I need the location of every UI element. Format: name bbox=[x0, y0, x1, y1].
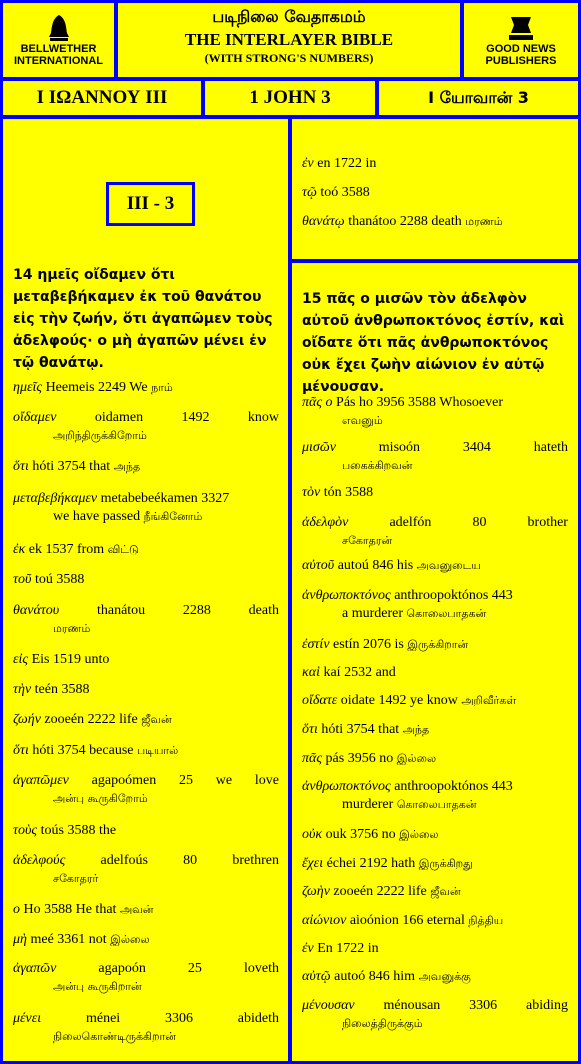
tamil-gloss: மரணம் bbox=[53, 622, 91, 635]
entry-col: death bbox=[248, 603, 279, 618]
entry-col: 25 bbox=[178, 773, 193, 788]
entry-line bbox=[13, 620, 279, 638]
word-entry bbox=[13, 458, 279, 476]
tamil-gloss: பகைக்கிறவன் bbox=[342, 459, 413, 472]
word-entry bbox=[13, 711, 279, 729]
greek-word: μένουσαν bbox=[302, 998, 355, 1013]
greek-word: οἴδαμεν bbox=[13, 410, 57, 425]
entry-line bbox=[302, 587, 568, 605]
transliteration: toú 3588 bbox=[31, 572, 85, 587]
greek-word: τοῦ bbox=[13, 572, 32, 587]
greek-word: ζωήν bbox=[13, 712, 41, 727]
tamil-gloss: நீங்கினோம் bbox=[143, 510, 203, 523]
entry-col: 2288 bbox=[182, 603, 211, 618]
entry-line bbox=[13, 742, 279, 760]
word-entry bbox=[302, 778, 568, 814]
transliteration: zooeén 2222 life bbox=[40, 712, 142, 727]
ref-english bbox=[205, 81, 375, 115]
transliteration: kaí 2532 and bbox=[319, 665, 396, 680]
entry-col: 1492 bbox=[181, 410, 210, 425]
entry-line bbox=[13, 427, 279, 445]
entry-col: ménousan bbox=[383, 998, 441, 1013]
tamil-gloss: அவனுடைய bbox=[416, 559, 481, 572]
entry-col: 25 bbox=[187, 961, 202, 976]
greek-word: μισῶν bbox=[302, 440, 336, 455]
tamil-gloss: சகோதரர் bbox=[53, 872, 99, 885]
word-entry bbox=[302, 514, 568, 550]
entry-line bbox=[302, 636, 568, 654]
entry-col: misoón bbox=[378, 440, 421, 455]
transliteration: estín 2076 is bbox=[329, 637, 408, 652]
entry-col: ménei bbox=[85, 1011, 121, 1026]
logo-left bbox=[3, 3, 114, 77]
entry-line bbox=[302, 457, 568, 475]
entry-line bbox=[13, 960, 279, 978]
transliteration: metabebeékamen 3327 bbox=[97, 491, 230, 506]
transliteration: ek 1537 from bbox=[25, 542, 108, 557]
tamil-gloss: இல்லை bbox=[396, 752, 437, 765]
ref-tamil-label: I யோவான் 3 bbox=[428, 87, 529, 107]
greek-word: ο bbox=[13, 902, 20, 917]
entry-line bbox=[302, 940, 568, 958]
transliteration: Ho 3588 He that bbox=[20, 902, 120, 917]
greek-word: ἔχει bbox=[302, 856, 324, 871]
publisher-logo-icon bbox=[506, 13, 536, 43]
ref-greek bbox=[3, 81, 201, 115]
word-entry bbox=[302, 484, 568, 502]
ref-tamil bbox=[379, 81, 578, 115]
tamil-gloss: எவனும் bbox=[342, 414, 383, 427]
entry-line bbox=[302, 184, 568, 202]
transliteration: meé 3361 not bbox=[26, 932, 111, 947]
word-entry bbox=[302, 557, 568, 575]
entry-col: 80 bbox=[472, 515, 487, 530]
entry-line bbox=[13, 458, 279, 476]
entry-line bbox=[13, 541, 279, 559]
entry-line bbox=[13, 1028, 279, 1046]
entry-col: hateth bbox=[533, 440, 568, 455]
ref-greek-label: I ΙΩΑΝΝΟΥ III bbox=[36, 87, 168, 108]
logo-right bbox=[464, 3, 578, 77]
entry-line bbox=[302, 213, 568, 231]
transliteration: thanátoo 2288 death bbox=[344, 214, 466, 229]
transliteration: toó 3588 bbox=[316, 185, 370, 200]
greek-word: ὅτι bbox=[13, 459, 29, 474]
entry-col: oidamen bbox=[94, 410, 144, 425]
english-gloss: we have passed bbox=[53, 509, 144, 524]
entry-line bbox=[13, 681, 279, 699]
entry-col: adelfón bbox=[389, 515, 432, 530]
page-subtitle: (WITH STRONG'S NUMBERS) bbox=[204, 51, 374, 65]
entry-line bbox=[302, 968, 568, 986]
page-title: THE INTERLAYER BIBLE bbox=[184, 30, 394, 49]
word-entry bbox=[13, 742, 279, 760]
entry-col: abiding bbox=[526, 998, 568, 1013]
tamil-gloss: கொலைபாதகன் bbox=[396, 798, 477, 811]
logo-right-text: GOOD NEWS PUBLISHERS bbox=[485, 43, 557, 67]
word-entry bbox=[13, 541, 279, 559]
tamil-gloss: அன்பு கூருகிறோம் bbox=[53, 792, 148, 805]
entry-line bbox=[13, 490, 279, 508]
transliteration: en 1722 in bbox=[313, 156, 377, 171]
entry-line bbox=[302, 155, 568, 173]
entry-col: 3306 bbox=[469, 998, 498, 1013]
word-entry bbox=[13, 409, 279, 445]
greek-word: πᾶς bbox=[302, 751, 323, 766]
word-entry bbox=[302, 184, 568, 202]
entry-col: brethren bbox=[232, 853, 279, 868]
entry-line bbox=[302, 997, 568, 1015]
greek-word: οἴδατε bbox=[302, 693, 338, 708]
transliteration: échei 2192 hath bbox=[323, 856, 419, 871]
greek-word: ἐκ bbox=[13, 542, 26, 557]
entry-line bbox=[13, 571, 279, 589]
bell-icon bbox=[46, 13, 72, 43]
transliteration: hóti 3754 that bbox=[28, 459, 114, 474]
greek-word: ἐστίν bbox=[302, 637, 330, 652]
tamil-gloss: இருக்கிறது bbox=[418, 857, 473, 870]
entry-line bbox=[302, 883, 568, 901]
greek-word: εἰς bbox=[13, 652, 29, 667]
entry-line bbox=[302, 750, 568, 768]
word-entry bbox=[302, 912, 568, 930]
transliteration: toús 3588 the bbox=[37, 823, 117, 838]
transliteration: tón 3588 bbox=[320, 485, 374, 500]
word-entry bbox=[302, 721, 568, 739]
english-gloss: murderer bbox=[342, 797, 397, 812]
transliteration: Pás ho 3956 3588 Whosoever bbox=[332, 395, 503, 410]
transliteration: En 1722 in bbox=[313, 941, 379, 956]
greek-word: τοὺς bbox=[13, 823, 38, 838]
tamil-gloss: அன்பு கூருகிறான் bbox=[53, 980, 142, 993]
word-entry bbox=[13, 901, 279, 919]
greek-word: αὐτοῦ bbox=[302, 558, 335, 573]
word-entry bbox=[13, 772, 279, 808]
left-column bbox=[3, 119, 288, 1061]
tamil-gloss: நிலைத்திருக்கும் bbox=[342, 1017, 423, 1030]
greek-word: ἀγαπῶμεν bbox=[13, 773, 69, 788]
greek-word: πᾶς ο bbox=[302, 395, 333, 410]
entry-line bbox=[13, 409, 279, 427]
ref-english-label: 1 JOHN 3 bbox=[249, 87, 331, 108]
transliteration: aioónion 166 eternal bbox=[346, 913, 469, 928]
word-entry bbox=[302, 750, 568, 768]
word-entry bbox=[302, 587, 568, 623]
entry-line bbox=[13, 602, 279, 620]
greek-word: ἀνθρωποκτόνος bbox=[302, 588, 391, 603]
word-entry bbox=[302, 155, 568, 173]
tamil-gloss: ஜீவன் bbox=[141, 713, 172, 726]
entry-line bbox=[302, 826, 568, 844]
entry-line bbox=[302, 532, 568, 550]
greek-word: μὴ bbox=[13, 932, 27, 947]
word-entry bbox=[13, 602, 279, 638]
word-entry bbox=[13, 1010, 279, 1046]
tamil-gloss: அந்த bbox=[402, 723, 430, 736]
transliteration: zooeén 2222 life bbox=[329, 884, 431, 899]
entry-line bbox=[302, 1015, 568, 1033]
transliteration: ouk 3756 no bbox=[322, 827, 400, 842]
entry-line bbox=[302, 412, 568, 430]
transliteration: hóti 3754 because bbox=[28, 743, 137, 758]
word-entry bbox=[13, 651, 279, 669]
transliteration: pás 3956 no bbox=[322, 751, 397, 766]
english-gloss: a murderer bbox=[342, 606, 407, 621]
word-entry bbox=[13, 490, 279, 526]
tamil-gloss: அந்த bbox=[113, 460, 141, 473]
greek-word: μεταβεβήκαμεν bbox=[13, 491, 98, 506]
chapter-label bbox=[106, 182, 195, 226]
entry-line bbox=[302, 605, 568, 623]
chapter-label-text: III - 3 bbox=[126, 193, 175, 214]
word-entry bbox=[13, 571, 279, 589]
greek-word: τὴν bbox=[13, 682, 32, 697]
word-entry bbox=[302, 855, 568, 873]
entry-col: agapoómen bbox=[91, 773, 157, 788]
tamil-gloss: இருக்கிறான் bbox=[407, 638, 469, 651]
word-entry bbox=[13, 379, 279, 397]
tamil-gloss: நாம் bbox=[151, 381, 173, 394]
entry-line bbox=[13, 790, 279, 808]
entry-line bbox=[13, 870, 279, 888]
entry-line bbox=[13, 772, 279, 790]
transliteration: autoú 846 his bbox=[334, 558, 417, 573]
greek-word: θανάτου bbox=[13, 603, 60, 618]
transliteration: autoó 846 him bbox=[330, 969, 419, 984]
greek-word: τὸν bbox=[302, 485, 321, 500]
entry-line bbox=[302, 557, 568, 575]
entry-col: abideth bbox=[237, 1011, 279, 1026]
tamil-gloss: அறிந்திருக்கிறோம் bbox=[53, 429, 147, 442]
entry-line bbox=[13, 711, 279, 729]
greek-word: ἀνθρωποκτόνος bbox=[302, 779, 391, 794]
greek-word: ζωὴν bbox=[302, 884, 330, 899]
logo-left-text: BELLWETHER INTERNATIONAL bbox=[13, 43, 103, 67]
entry-line bbox=[302, 721, 568, 739]
tamil-gloss: கொலைபாதகன் bbox=[406, 607, 487, 620]
entry-line bbox=[13, 379, 279, 397]
transliteration: Heemeis 2249 We bbox=[42, 380, 152, 395]
greek-word: θανάτῳ bbox=[302, 214, 345, 229]
title-tamil: படிநிலை வேதாகமம் bbox=[212, 7, 366, 26]
transliteration: oidate 1492 ye know bbox=[337, 693, 462, 708]
word-entry bbox=[302, 439, 568, 475]
transliteration: teén 3588 bbox=[31, 682, 90, 697]
word-entry bbox=[302, 826, 568, 844]
entry-line bbox=[302, 912, 568, 930]
greek-word: ὅτι bbox=[302, 722, 318, 737]
greek-word: αὐτῷ bbox=[302, 969, 331, 984]
entry-line bbox=[302, 664, 568, 682]
transliteration: hóti 3754 that bbox=[317, 722, 403, 737]
greek-word: αἰώνιον bbox=[302, 913, 347, 928]
tamil-gloss: அறிவீர்கள் bbox=[461, 694, 517, 707]
greek-word: ἀδελφούς bbox=[13, 853, 66, 868]
entry-line bbox=[13, 508, 279, 526]
greek-word: μένει bbox=[13, 1011, 42, 1026]
greek-word: ἀδελφὸν bbox=[302, 515, 349, 530]
word-entry bbox=[13, 852, 279, 888]
word-entry bbox=[302, 940, 568, 958]
entry-line bbox=[13, 852, 279, 870]
entry-line bbox=[302, 796, 568, 814]
greek-word: ημεῖς bbox=[13, 380, 43, 395]
entry-col: we bbox=[215, 773, 233, 788]
word-entry bbox=[302, 968, 568, 986]
tamil-gloss: இல்லை bbox=[399, 828, 439, 841]
entry-col: loveth bbox=[244, 961, 279, 976]
tamil-gloss: ஜீவன் bbox=[430, 885, 461, 898]
tamil-gloss: அவனுக்கு bbox=[418, 970, 471, 983]
greek-word: ἐν bbox=[302, 941, 314, 956]
tamil-gloss: அவன் bbox=[119, 903, 154, 916]
entry-col: 80 bbox=[183, 853, 198, 868]
entry-line bbox=[13, 978, 279, 996]
tamil-gloss: இல்லை bbox=[110, 933, 150, 946]
verse-15: 15 πᾶς ο μισῶν τὸν ἀδελφὸν αὐτοῦ ἀνθρωποκτόνος ἐστίν, καὶ οἴδατε ὅτι πᾶς ἀνθρωποκτόνος οὐκ ἔχει ζωὴν αἰώνιον ἐν αὐτῷ μένουσαν. bbox=[302, 291, 565, 395]
greek-word: καὶ bbox=[302, 665, 320, 680]
entry-line bbox=[13, 651, 279, 669]
entry-line bbox=[302, 394, 568, 412]
word-entry bbox=[302, 997, 568, 1033]
greek-word: τῷ bbox=[302, 185, 317, 200]
tamil-gloss: நிலைகொண்டிருக்கிறான் bbox=[53, 1030, 176, 1043]
greek-word: ἐν bbox=[302, 156, 314, 171]
word-entry bbox=[302, 636, 568, 654]
entry-line bbox=[302, 778, 568, 796]
tamil-gloss: மரணம் bbox=[465, 215, 503, 228]
tamil-gloss: படியால் bbox=[137, 744, 179, 757]
entry-line bbox=[302, 514, 568, 532]
tamil-gloss: விட்டு bbox=[107, 543, 139, 556]
word-entry bbox=[13, 931, 279, 949]
entry-col: adelfoús bbox=[100, 853, 148, 868]
word-entry bbox=[302, 394, 568, 430]
greek-word: ὅτι bbox=[13, 743, 29, 758]
entry-col: know bbox=[247, 410, 279, 425]
word-entry bbox=[302, 664, 568, 682]
page-header bbox=[118, 3, 460, 77]
transliteration: anthroopoktónos 443 bbox=[390, 779, 513, 794]
greek-word: οὐκ bbox=[302, 827, 323, 842]
tamil-gloss: சகோதரன் bbox=[342, 534, 393, 547]
entry-line bbox=[302, 484, 568, 502]
transliteration: anthroopoktónos 443 bbox=[390, 588, 513, 603]
tamil-gloss: நித்திய bbox=[468, 914, 504, 927]
entry-line bbox=[13, 1010, 279, 1028]
word-entry bbox=[302, 692, 568, 710]
entry-col: thanátou bbox=[96, 603, 146, 618]
entry-col: brother bbox=[527, 515, 568, 530]
word-entry bbox=[13, 681, 279, 699]
entry-col: love bbox=[254, 773, 279, 788]
entry-col: 3306 bbox=[164, 1011, 193, 1026]
entry-line bbox=[302, 855, 568, 873]
verse-14: 14 ημεῖς οἴδαμεν ὅτι μεταβεβήκαμεν ἐκ τοῦ θανάτου εἰς τὴν ζωήν, ὅτι ἀγαπῶμεν τοὺς ἀδελφούς· ο μὴ ἀγαπῶν μένει ἐν τῷ θανάτῳ. bbox=[13, 267, 273, 371]
word-entry bbox=[302, 883, 568, 901]
word-entry bbox=[13, 960, 279, 996]
word-entry bbox=[13, 822, 279, 840]
word-entry bbox=[302, 213, 568, 231]
entry-line bbox=[302, 692, 568, 710]
transliteration: Eis 1519 unto bbox=[28, 652, 110, 667]
entry-line bbox=[302, 439, 568, 457]
entry-col: 3404 bbox=[462, 440, 491, 455]
greek-word: ἀγαπῶν bbox=[13, 961, 57, 976]
entry-line bbox=[13, 931, 279, 949]
entry-col: agapoón bbox=[98, 961, 146, 976]
entry-line bbox=[13, 822, 279, 840]
entry-line bbox=[13, 901, 279, 919]
